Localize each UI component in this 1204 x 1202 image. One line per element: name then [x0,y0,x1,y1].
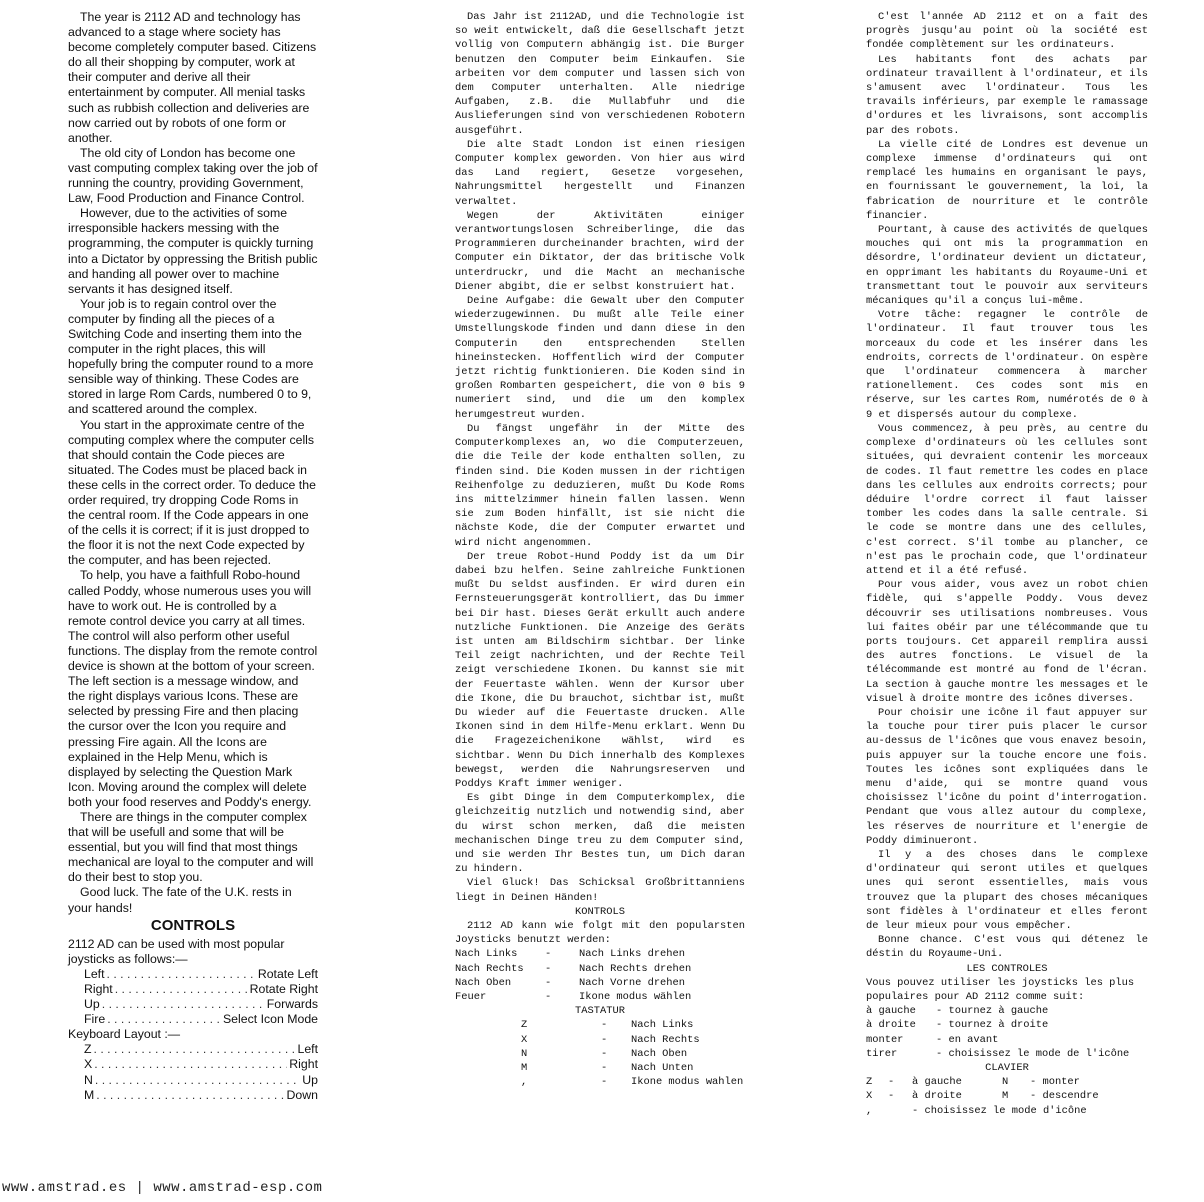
paragraph: However, due to the activities of some irresponsible hackers messing with the programming, the computer is quickly turning into a Dictator by oppressing the British public and handing all power over to machine servants it has designed itself. [68,206,318,296]
english-column [68,10,318,1103]
joystick-row: Feuer - Ikone modus wählen [455,991,692,1004]
joystick-row: Nach Oben - Nach Vorne drehen [455,976,686,989]
controls-heading: LES CONTROLES [966,962,1048,975]
paragraph: Viel Gluck! Das Schicksal Großbrittanniens liegt in Deinen Händen! [455,877,745,904]
paragraph: The old city of London has become one vast computing complex taking over the job of running the country, providing Government, Law, Food Production and Finance Control. [68,145,318,206]
keyboard-heading: CLAVIER [985,1062,1029,1075]
keyboard-row: X - à droite M - descendre [866,1090,1099,1103]
paragraph: There are things in the computer complex that will be usefull and some that will be essential, but you will find that most things mechanical are loyal to the computer and will do their best to stop you. [68,809,314,885]
keyboard-row: X . . . Right [68,1057,318,1072]
keyboard-row: , - choisissez le mode d'icône [866,1104,1087,1117]
paragraph: Wegen der Aktivitäten einiger verantwortungslosen Schreiberlinge, die das Programmieren durcheinander brachten, wird der Computer ein Diktator, der das britische Volk unterdruckr, und die Macht an mechanische Diener abgibt, die er selbst konstruiert hat. [455,209,745,293]
keyboard-row: N - Nach Oben [521,1047,688,1060]
joystick-row: monter - en avant [866,1033,999,1046]
keyboard-heading: TASTATUR [575,1005,625,1018]
paragraph: Du fängst ungefähr in der Mitte des Computerkomplexes an, wo die Computerzeuen, die die Teile der kode enthalten sollen, zu finden sind. Die Koden mussen in der richtigen Reihenfolge zu deduzieren, mußt Du Kode Roms ins mittelzimmer hinein fallen lassen. Wenn sie zum Boden hinfällt, ist sie nicht die nächste Kode, die der Computer erwartet und wird nicht angenommen. [455,422,745,549]
controls-heading: KONTROLS [575,905,625,918]
joystick-row: Left . . . Rotate Left [68,967,318,982]
watermark: www.amstrad.es | www.amstrad-esp.com [2,1180,323,1196]
controls-intro: 2112 AD kann wie folgt mit den popularsten Joysticks benutzt werden: [455,920,745,947]
paragraph: Es gibt Dinge in dem Computerkomplex, die gleichzeitig nutzlich und notwendig sind, aber du wirst schon merken, daß die meisten mechanischen Dinge treu zu dem Computer sind, und sie werden Ihr Bestes tun, um Dich daran zu hindern. [455,792,745,876]
controls-intro: 2112 AD can be used with most popular joysticks as follows:— [68,936,285,966]
joystick-row: Up . . . Forwards [68,997,318,1012]
french-column [866,10,1148,1118]
paragraph: La vielle cité de Londres est devenue un complexe immense d'ordinateurs qui ont remplacé les humains en organisant le pays, en fournissant le gouvernement, la loi, la fabrication de nourriture et le contrôle financier. [866,138,1148,222]
paragraph: Die alte Stadt London ist einen riesigen Computer komplex geworden. Von hier aus wird das Land regiert, Gesetze vorgesehen, Nahrungsmittel hergestellt und Finanzen verwaltet. [455,138,745,208]
paragraph: Pour choisir une icône il faut appuyer sur la touche pour tirer puis placer le cursor au-dessus de l'icônes que vous enavez besoin, puis appuyer sur la touche encore une fois. Toutes les icônes sont expliquées dans le menu d'aide, qui se montre quand vous choisissez l'icône du point d'interrogation. Pendant que vous allez autour du complexe, les réserves de nourriture et l'energie de Poddy diminueront. [866,706,1148,847]
paragraph: To help, you have a faithfull Robo-hound called Poddy, whose numerous uses you will have to work out. He is controlled by a remote control device you carry at all times. The control will also perform other useful functions. The display from the remote control device is shown at the bottom of your screen. The left section is a message window, and the right displays various Icons. These are selected by pressing Fire and then placing the cursor over the Icon you require and pressing Fire again. All the Icons are explained in the Help Menu, which is displayed by selecting the Question Mark Icon. Moving around the complex will delete both your food reserves and Poddy's energy. [68,568,318,809]
paragraph: You start in the approximate centre of the computing complex where the computer cells that should contain the Code pieces are situated. The Codes must be placed back in these cells in the correct order. To deduce the order required, try dropping Code Roms in the central room. If the Code appears in one of the cells it is correct; if it is just dropped to the floor it is not the next Code expected by the computer, and has been rejected. [68,417,316,568]
paragraph: Deine Aufgabe: die Gewalt uber den Computer wiederzugewinnen. Du mußt alle Teile einer Umstellungskode finden und dann diese in den Computerin den entsprechenden Stellen hineinstecken. Hoffentlich wird der Computer jetzt richtig funktionieren. Die Koden sind in großen Rombarten gespeichert, die von 0 bis 9 numeriert sind, und die um den komplex herumgestreut wurden. [455,295,745,421]
keyboard-heading: Keyboard Layout :— [68,1027,181,1042]
paragraph: Vous commencez, à peu près, au centre du complexe d'ordinateurs où les cellules sont situées, qui devraient contenir les morceaux de codes. Il faut remettre les codes en place dans les cellules aux endroits corrects; pour déduire l'ordre correct il faut laisser tomber les codes dans la salle centrale. Si le code se montre dans une des cellules, c'est correct. S'il tombe au plancher, ce n'est pas le prochain code, que l'ordinateur attend et il a été refusé. [866,422,1148,577]
keyboard-row: Z - Nach Links [521,1019,694,1032]
keyboard-row: M - Nach Unten [521,1062,694,1075]
paragraph: Das Jahr ist 2112AD, und die Technologie ist so weit entwickelt, daß die Gesellschaft jetzt vollig von Computern abhängig ist. Die Burger benutzen den Computer beim Einkaufen. Sie arbeiten vor dem computer und lassen sich von dem Computer unterhalten. Alle niedrige Aufgaben, z.B. die Mullabfuhr und die Auslieferungen sind von verschiedenen Robotern ausgeführt. [455,11,745,137]
keyboard-row: M . . . Down [68,1088,318,1103]
joystick-row: Fire . . . Select Icon Mode [68,1012,318,1027]
paragraph: The year is 2112 AD and technology has advanced to a stage where society has become completely computer based. Citizens do all their shopping by computer, work at their computer and derive all their entertainment by computer. All menial tasks such as rubbish collection and deliveries are now carried out by robots of one form or another. [68,10,317,145]
paragraph: Good luck. The fate of the U.K. rests in your hands! [68,885,292,915]
joystick-row: Right . . . Rotate Right [68,982,318,997]
keyboard-row: , - Ikone modus wahlen [521,1076,744,1089]
german-column [455,10,745,1089]
paragraph: Les habitants font des achats par ordinateur travaillent à l'ordinateur, et ils s'amusent avec l'ordinateur. Tous les travails inférieurs, par exemple le ramassage d'ordures et les livraisons, sont accomplis par des robots. [866,53,1148,137]
paragraph: Your job is to regain control over the computer by finding all the pieces of a Switching Code and inserting them into the computer in the right places, this will hopefully bring the computer round to a more sensible way of thinking. These Codes are stored in large Rom Cards, numbered 0 to 9, and scattered around the complex. [68,296,314,417]
joystick-row: à gauche - tournez à gauche [866,1005,1049,1018]
paragraph: Pour vous aider, vous avez un robot chien fidèle, qui s'appelle Poddy. Vous devez découvrir ses utilisations nombreuses. Vous lui faites obéir par une télécommande que tu ports toujours. Cet appareil remplira aussi des autres fonctions. Le visuel de la télécommande est montré au fond de l'écran. La section à gauche montre les messages et le visuel à droite montre des icônes diverses. [866,579,1148,705]
paragraph: Der treue Robot-Hund Poddy ist da um Dir dabei bzu helfen. Seine zahlreiche Funktionen mußt Du seldst ausfinden. Er wird duren ein Fernsteuerungsgerät kontrolliert, das Du immer bei Dir hast. Dieses Gerät erkullt auch andere nutzliche Funktionen. Die Anzeige des Geräts ist unten am Bildschirm sichtbar. Der linke Teil zeigt nachrichten, und der Rechte Teil zeigt verschiedene Ikonen. Du kannst sie mit der Feuertaste wählen. Wenn der Kursor uber die Ikone, die Du brauchot, sichtbar ist, mußt Du wieder auf die Feuertaste drucken. Alle Ikonen sind in dem Hilfe-Menu erklart. Wenn Du die Fragezeichenikone wählst, wird es sichtbar. Wenn Du Dich innerhalb des Komplexes bewegst, werden die Nahrungsreserven und Poddys Kraft immer weniger. [455,550,745,790]
joystick-row: à droite - tournez à droite [866,1019,1049,1032]
keyboard-row: X - Nach Rechts [521,1033,700,1046]
paragraph: Votre tâche: regagner le contrôle de l'ordinateur. Il faut trouver tous les morceaux du code et les insérer dans les endroits, corrects de l'ordinateur. On espère que l'ordinateur commencera à marcher rationellement. Ces codes sont mis en réserve, sur les cartes Rom, numérotés de 0 à 9 et dispersés autour du complexe. [866,309,1148,421]
controls-heading: CONTROLS [150,916,236,934]
keyboard-row: Z - à gauche N - monter [866,1076,1080,1089]
joystick-row: Nach Links - Nach Links drehen [455,948,686,961]
paragraph: C'est l'année AD 2112 et on a fait des progrès jusqu'au point où la société est fondée complètement sur les ordinateurs. [866,11,1148,52]
keyboard-row: N . . . Up [68,1073,318,1088]
paragraph: Bonne chance. C'est vous qui détenez le déstin du Royaume-Uni. [866,934,1148,961]
paragraph: Pourtant, à cause des activités de quelques mouches qui ont mis la programmation en désordre, l'ordinateur devient un dictateur, en opprimant les habitants du Royaume-Uni et transmettant tout le pouvoir aux serviteurs mécaniques qu'il a conçus lui-même. [866,224,1148,308]
joystick-row: tirer - choisissez le mode de l'icône [866,1047,1130,1060]
controls-intro: Vous pouvez utiliser les joysticks les plus populaires pour AD 2112 comme suit: [866,976,1135,1004]
paragraph: Il y a des choses dans le complexe d'ordinateur qui seront utiles et quelques unes qui seront essentielles, mais vous trouvez que la plupart des choses mécaniques sont fidèles à l'ordinateur et elles feront de leur mieux pour vous empêcher. [866,848,1148,932]
joystick-row: Nach Rechts - Nach Rechts drehen [455,962,692,975]
keyboard-row: Z . . . Left [68,1042,318,1057]
